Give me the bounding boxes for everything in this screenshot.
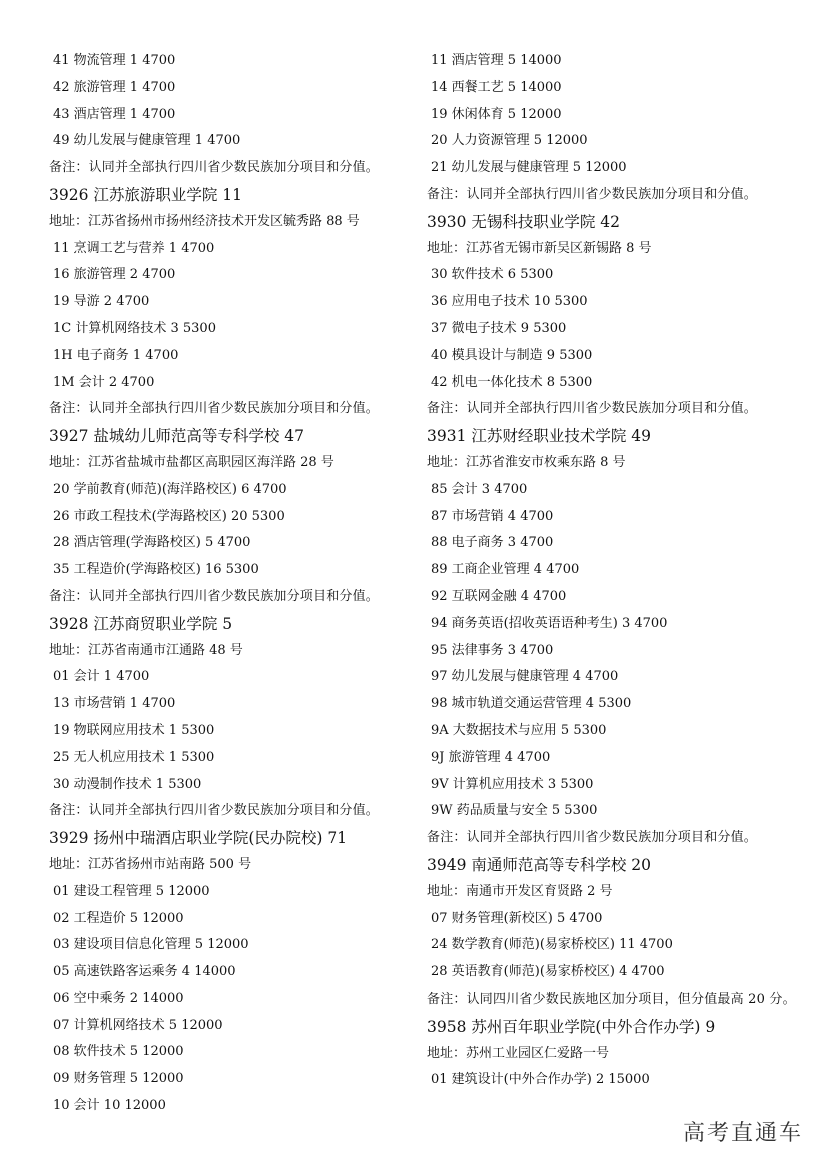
left-column xyxy=(49,48,421,1120)
major-entry: 09 财务管理 5 12000 xyxy=(53,1071,184,1087)
major-entry: 11 烹调工艺与营养 1 4700 xyxy=(53,240,215,256)
school-heading: 3949 南通师范高等专科学校 20 xyxy=(427,855,652,874)
major-entry: 43 酒店管理 1 4700 xyxy=(53,106,176,122)
school-address: 地址：江苏省扬州市站南路 500 号 xyxy=(49,856,252,872)
major-entry: 28 英语教育(师范)(易家桥校区) 4 4700 xyxy=(431,964,665,980)
major-entry: 01 会计 1 4700 xyxy=(53,669,150,685)
major-entry: 1H 电子商务 1 4700 xyxy=(53,347,179,363)
major-entry: 02 工程造价 5 12000 xyxy=(53,910,184,926)
school-heading: 3927 盐城幼儿师范高等专科学校 47 xyxy=(49,427,305,446)
school-address: 地址：苏州工业园区仁爱路一号 xyxy=(427,1045,610,1061)
remark-line: 备注：认同并全部执行四川省少数民族加分项目和分值。 xyxy=(49,588,380,604)
major-entry: 95 法律事务 3 4700 xyxy=(431,642,554,658)
major-entry: 42 机电一体化技术 8 5300 xyxy=(431,374,593,390)
major-entry: 10 会计 10 12000 xyxy=(53,1098,166,1114)
school-heading: 3926 江苏旅游职业学院 11 xyxy=(49,185,243,204)
school-address: 地址：江苏省南通市江通路 48 号 xyxy=(49,642,243,658)
right-column xyxy=(427,48,819,1094)
major-entry: 41 物流管理 1 4700 xyxy=(53,53,176,68)
school-address: 地址：江苏省淮安市枚乘东路 8 号 xyxy=(427,454,626,470)
major-entry: 03 建设项目信息化管理 5 12000 xyxy=(53,937,249,953)
major-entry: 9V 计算机应用技术 3 5300 xyxy=(431,776,594,792)
major-entry: 9J 旅游管理 4 4700 xyxy=(431,749,551,765)
major-entry: 35 工程造价(学海路校区) 16 5300 xyxy=(53,562,259,578)
major-entry: 85 会计 3 4700 xyxy=(431,481,528,497)
major-entry: 37 微电子技术 9 5300 xyxy=(431,320,567,336)
school-address: 地址：南通市开发区育贤路 2 号 xyxy=(427,883,613,899)
major-entry: 1C 计算机网络技术 3 5300 xyxy=(53,320,216,336)
major-entry: 9A 大数据技术与应用 5 5300 xyxy=(431,722,607,738)
major-entry: 36 应用电子技术 10 5300 xyxy=(431,294,588,310)
major-entry: 88 电子商务 3 4700 xyxy=(431,535,554,551)
major-entry: 1M 会计 2 4700 xyxy=(53,374,155,390)
major-entry: 16 旅游管理 2 4700 xyxy=(53,267,176,283)
major-entry: 98 城市轨道交通运营管理 4 5300 xyxy=(431,696,632,712)
major-entry: 89 工商企业管理 4 4700 xyxy=(431,562,580,578)
major-entry: 92 互联网金融 4 4700 xyxy=(431,588,567,604)
remark-line: 备注：认同四川省少数民族地区加分项目，但分值最高 20 分。 xyxy=(427,991,796,1007)
major-entry: 20 人力资源管理 5 12000 xyxy=(431,133,588,149)
major-entry: 49 幼儿发展与健康管理 1 4700 xyxy=(53,133,241,149)
school-address: 地址：江苏省扬州市扬州经济技术开发区毓秀路 88 号 xyxy=(49,213,360,229)
major-entry: 19 休闲体育 5 12000 xyxy=(431,106,562,122)
remark-line: 备注：认同并全部执行四川省少数民族加分项目和分值。 xyxy=(427,186,758,202)
major-entry: 20 学前教育(师范)(海洋路校区) 6 4700 xyxy=(53,481,287,497)
major-entry: 19 物联网应用技术 1 5300 xyxy=(53,722,215,738)
watermark: 高考直通车 xyxy=(682,1121,803,1146)
major-entry: 25 无人机应用技术 1 5300 xyxy=(53,749,215,765)
major-entry: 01 建筑设计(中外合作办学) 2 15000 xyxy=(431,1072,650,1088)
school-heading: 3928 江苏商贸职业学院 5 xyxy=(49,614,233,633)
major-entry: 30 动漫制作技术 1 5300 xyxy=(53,776,202,792)
major-entry: 05 高速铁路客运乘务 4 14000 xyxy=(53,964,236,980)
major-entry: 40 模具设计与制造 9 5300 xyxy=(431,347,593,363)
major-entry: 07 财务管理(新校区) 5 4700 xyxy=(431,910,603,926)
major-entry: 9W 药品质量与安全 5 5300 xyxy=(431,803,598,819)
major-entry: 30 软件技术 6 5300 xyxy=(431,267,554,283)
major-entry: 19 导游 2 4700 xyxy=(53,294,150,310)
school-heading: 3931 江苏财经职业技术学院 49 xyxy=(427,427,652,446)
major-entry: 42 旅游管理 1 4700 xyxy=(53,79,176,95)
remark-line: 备注：认同并全部执行四川省少数民族加分项目和分值。 xyxy=(49,160,380,176)
major-entry: 06 空中乘务 2 14000 xyxy=(53,990,184,1006)
major-entry: 97 幼儿发展与健康管理 4 4700 xyxy=(431,669,619,685)
major-entry: 28 酒店管理(学海路校区) 5 4700 xyxy=(53,535,251,551)
major-entry: 13 市场营销 1 4700 xyxy=(53,696,176,712)
school-address: 地址：江苏省盐城市盐都区高职园区海洋路 28 号 xyxy=(49,454,334,470)
major-entry: 01 建设工程管理 5 12000 xyxy=(53,883,210,899)
remark-line: 备注：认同并全部执行四川省少数民族加分项目和分值。 xyxy=(427,401,758,417)
school-heading: 3958 苏州百年职业学院(中外合作办学) 9 xyxy=(427,1017,716,1036)
remark-line: 备注：认同并全部执行四川省少数民族加分项目和分值。 xyxy=(49,803,380,819)
school-address: 地址：江苏省无锡市新吴区新锡路 8 号 xyxy=(427,240,652,256)
major-entry: 11 酒店管理 5 14000 xyxy=(431,53,562,68)
major-entry: 87 市场营销 4 4700 xyxy=(431,508,554,524)
remark-line: 备注：认同并全部执行四川省少数民族加分项目和分值。 xyxy=(427,830,758,846)
major-entry: 07 计算机网络技术 5 12000 xyxy=(53,1017,223,1033)
major-entry: 94 商务英语(招收英语语种考生) 3 4700 xyxy=(431,615,668,631)
major-entry: 08 软件技术 5 12000 xyxy=(53,1044,184,1060)
school-heading: 3930 无锡科技职业学院 42 xyxy=(427,212,621,231)
major-entry: 14 西餐工艺 5 14000 xyxy=(431,79,562,95)
remark-line: 备注：认同并全部执行四川省少数民族加分项目和分值。 xyxy=(49,401,380,417)
major-entry: 24 数学教育(师范)(易家桥校区) 11 4700 xyxy=(431,937,673,953)
school-heading: 3929 扬州中瑞酒店职业学院(民办院校) 71 xyxy=(49,829,348,848)
major-entry: 21 幼儿发展与健康管理 5 12000 xyxy=(431,160,627,176)
major-entry: 26 市政工程技术(学海路校区) 20 5300 xyxy=(53,508,285,524)
